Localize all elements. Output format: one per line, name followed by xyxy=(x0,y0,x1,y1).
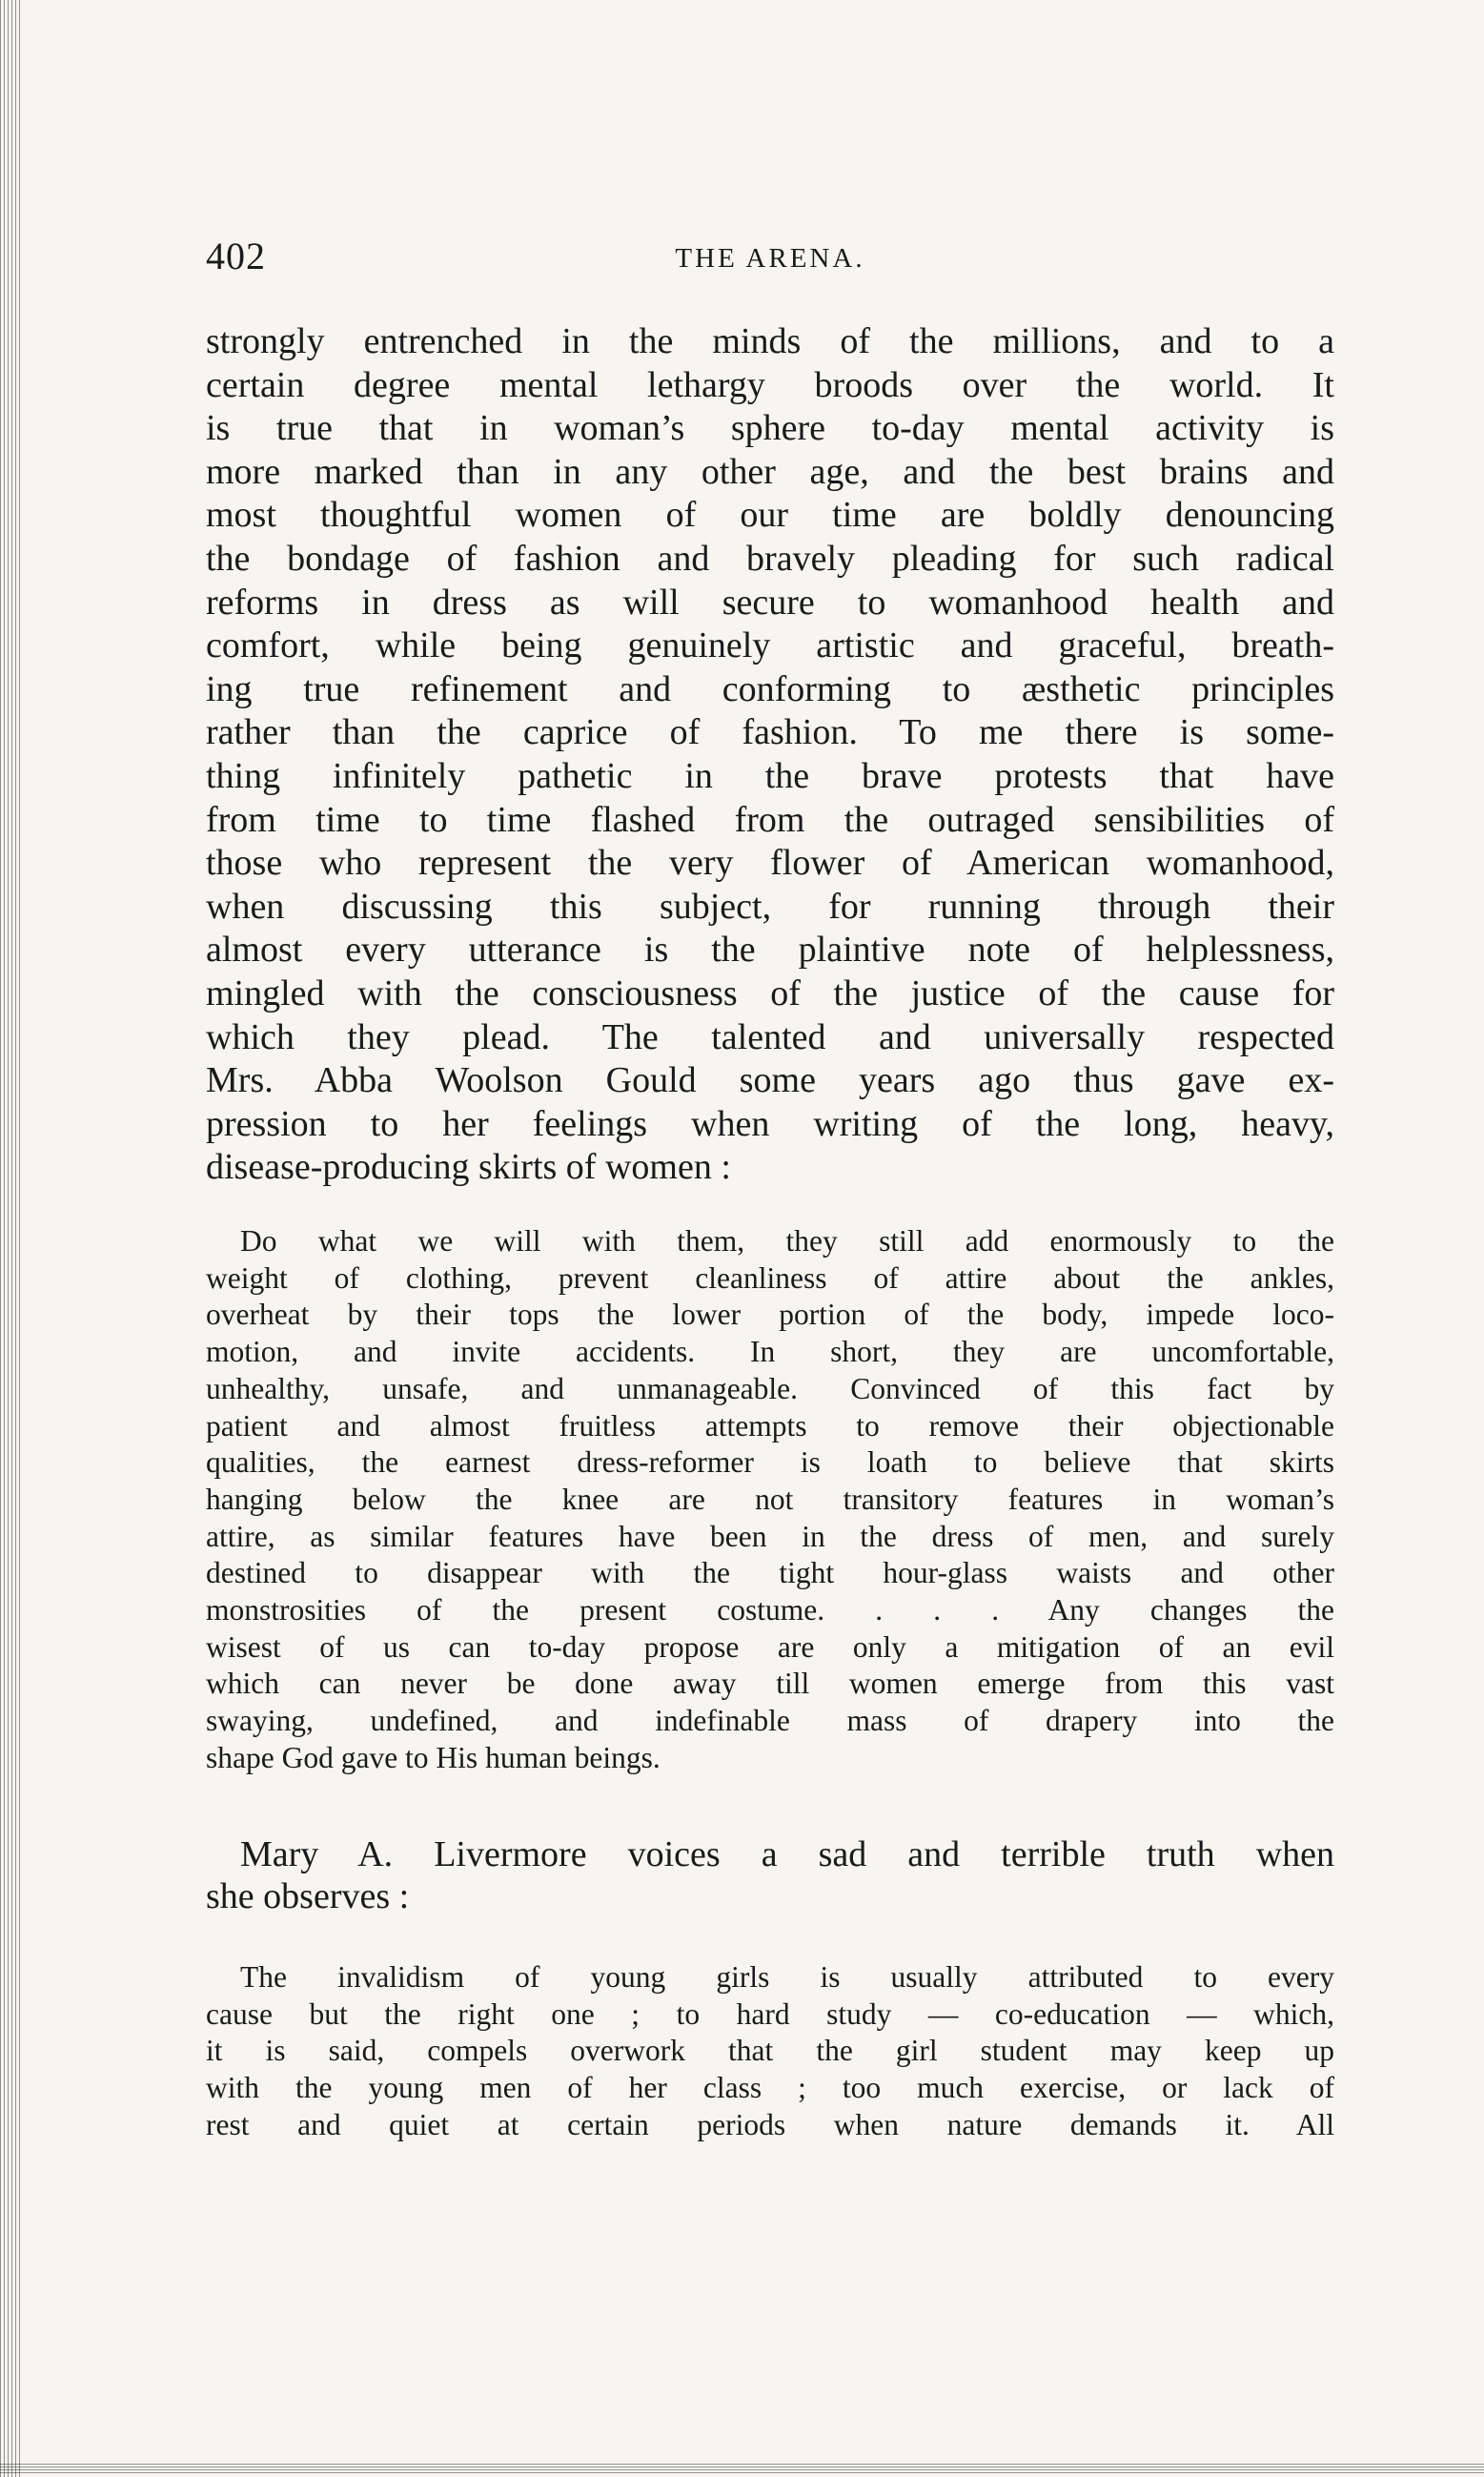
text-line: most thoughtful women of our time are boldly denouncing xyxy=(206,495,1334,536)
page-header xyxy=(206,232,1334,281)
text-line: more marked than in any other age, and the best brains and xyxy=(206,451,1334,492)
text-line: when discussing this subject, for running through their xyxy=(206,886,1334,927)
page-binding-edge xyxy=(0,0,21,2477)
quote-line: shape God gave to His human beings. xyxy=(206,1740,661,1774)
quote-line: weight of clothing, prevent cleanliness of attire about the ankles, xyxy=(206,1260,1334,1295)
quote-line: cause but the right one ; to hard study — co-education — which, xyxy=(206,1996,1334,2031)
quote-line: Do what we will with them, they still add enormously to the xyxy=(240,1224,1334,1258)
quote-line: with the young men of her class ; too much exercise, or lack of xyxy=(206,2071,1334,2105)
text-line: strongly entrenched in the minds of the millions, and to a xyxy=(206,321,1334,361)
quote-line: unhealthy, unsafe, and unmanageable. Convinced of this fact by xyxy=(206,1371,1334,1405)
text-line: thing infinitely pathetic in the brave protests that have xyxy=(206,755,1334,796)
text-line: certain degree mental lethargy broods over the world. It xyxy=(206,364,1334,405)
text-line: comfort, while being genuinely artistic and graceful, breath- xyxy=(206,625,1334,666)
text-line: the bondage of fashion and bravely pleading for such radical xyxy=(206,538,1334,579)
quote-line: The invalidism of young girls is usually attributed to every xyxy=(240,1960,1334,1994)
quote-line: rest and quiet at certain periods when nature demands it. All xyxy=(206,2107,1334,2141)
quote-line: wisest of us can to-day propose are only a mitigation of an evil xyxy=(206,1629,1334,1664)
quote-line: it is said, compels overwork that the girl student may keep up xyxy=(206,2034,1334,2068)
text-line: Mary A. Livermore voices a sad and terrible truth when xyxy=(240,1834,1334,1874)
quote-line: destined to disappear with the tight hour-glass waists and other xyxy=(206,1556,1334,1590)
text-line: almost every utterance is the plaintive note of helplessness, xyxy=(206,930,1334,971)
text-line: reforms in dress as will secure to womanhood health and xyxy=(206,582,1334,623)
body-paragraph xyxy=(206,320,1334,1190)
text-line: ing true refinement and conforming to æsthetic principles xyxy=(206,668,1334,709)
text-line: disease-producing skirts of women : xyxy=(206,1147,731,1188)
body-paragraph-livermore xyxy=(206,1833,1334,1917)
text-line: pression to her feelings when writing of the long, heavy, xyxy=(206,1103,1334,1144)
page-number: 402 xyxy=(206,235,266,277)
text-line: which they plead. The talented and universally respected xyxy=(206,1016,1334,1057)
text-line: mingled with the consciousness of the justice of the cause for xyxy=(206,972,1334,1013)
quote-line: attire, as similar features have been in the dress of men, and surely xyxy=(206,1519,1334,1553)
text-line: Mrs. Abba Woolson Gould some years ago thus gave ex- xyxy=(206,1060,1334,1101)
text-line: those who represent the very flower of American womanhood, xyxy=(206,843,1334,884)
quote-line: hanging below the knee are not transitory features in woman’s xyxy=(206,1482,1334,1516)
quote-line: monstrosities of the present costume. . . . Any changes the xyxy=(206,1593,1334,1627)
running-head: THE ARENA. xyxy=(675,243,865,274)
text-line: rather than the caprice of fashion. To me there is some- xyxy=(206,712,1334,753)
text-line: is true that in woman’s sphere to-day mental activity is xyxy=(206,408,1334,449)
quote-line: overheat by their tops the lower portion of the body, impede loco- xyxy=(206,1298,1334,1332)
block-quote-gould xyxy=(206,1223,1334,1777)
quote-line: motion, and invite accidents. In short, they are uncomfortable, xyxy=(206,1335,1334,1369)
quote-line: patient and almost fruitless attempts to remove their objectionable xyxy=(206,1408,1334,1443)
text-line: from time to time flashed from the outraged sensibilities of xyxy=(206,799,1334,840)
text-line: she observes : xyxy=(206,1876,410,1916)
quote-line: qualities, the earnest dress-reformer is loath to believe that skirts xyxy=(206,1445,1334,1480)
quote-line: swaying, undefined, and indefinable mass of drapery into the xyxy=(206,1704,1334,1738)
page-bottom-edge xyxy=(0,2464,1484,2473)
quote-line: which can never be done away till women emerge from this vast xyxy=(206,1667,1334,1701)
block-quote-livermore xyxy=(206,1959,1334,2144)
